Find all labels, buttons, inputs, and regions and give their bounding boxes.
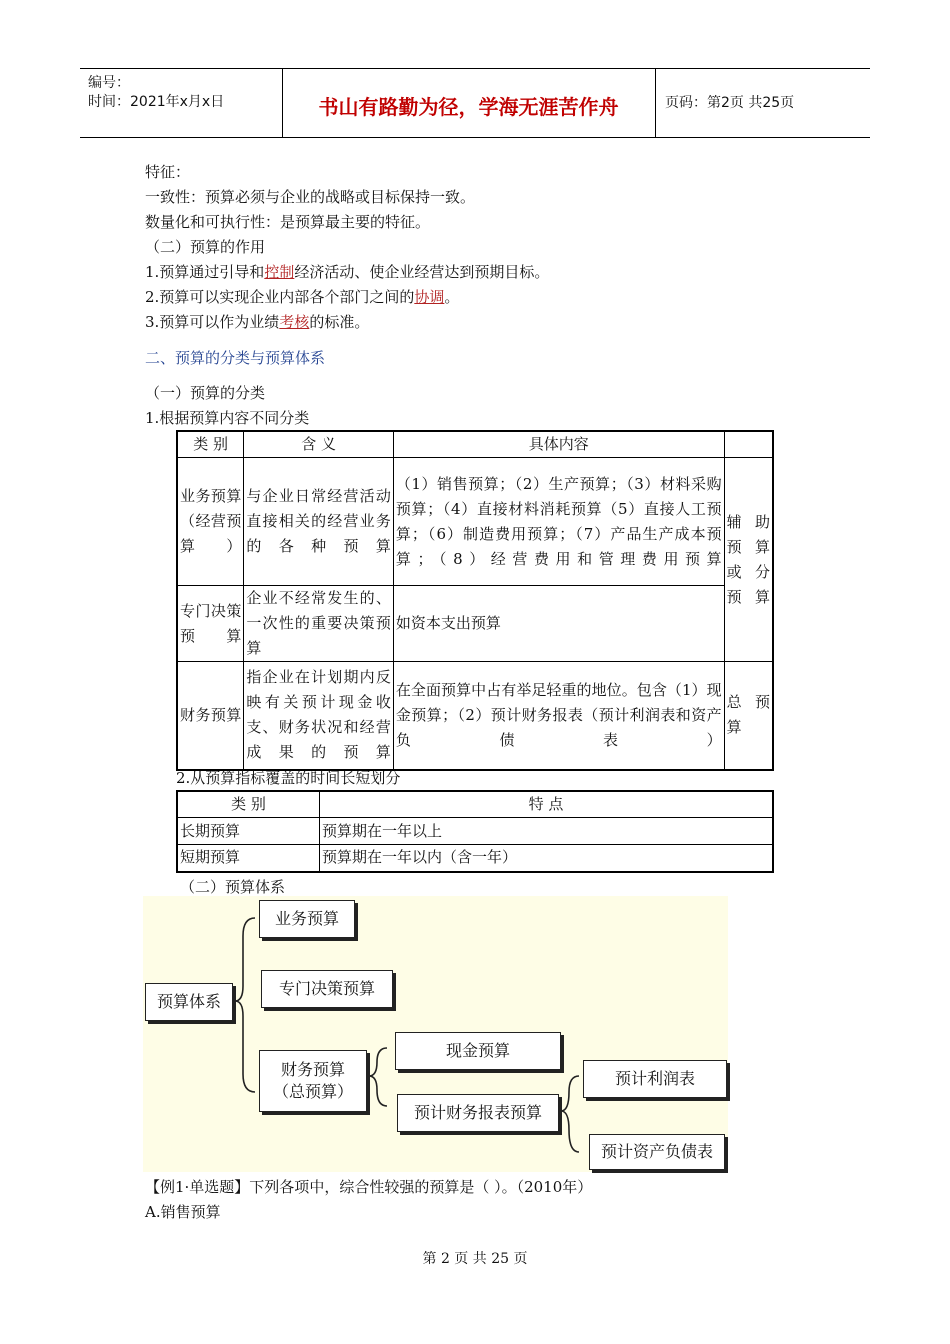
system-title: （二）预算体系 [180, 878, 286, 896]
node-statements-budget: 预计财务报表预算 [397, 1094, 559, 1132]
table-cell: 专门决策预算 [177, 586, 244, 662]
node-income-statement: 预计利润表 [583, 1060, 727, 1098]
role-item-2 [145, 287, 459, 307]
role-item-1-text: 经济活动、使企业经营达到预期目标。 [294, 263, 550, 281]
coordination-link[interactable]: 协调 [414, 288, 445, 306]
table-header: 类 别 [177, 431, 244, 458]
table-header: 含 义 [244, 431, 394, 458]
role-item-2-text: 。 [444, 288, 460, 306]
table-cell: （1）销售预算；（2）生产预算；（3）材料采购预算；（4）直接材料消耗预算（5）直接人工预算；（6）制造费用预算；（7）产品生产成本预算；（8）经营费用和管理费用预算 [393, 458, 724, 586]
table-cell: 总预算 [724, 662, 773, 770]
statements-brace [561, 1076, 579, 1152]
time-classification-table [176, 790, 774, 873]
node-business-budget: 业务预算 [259, 900, 355, 938]
page-footer: 第 2 页 共 25 页 [422, 1251, 528, 1267]
table-cell: 如资本支出预算 [393, 586, 724, 662]
table-header: 具体内容 [393, 431, 724, 458]
features-title: 特征： [145, 163, 191, 181]
table-cell: 企业不经常发生的、一次性的重要决策预算 [244, 586, 394, 662]
header-divider [655, 69, 656, 137]
header-motto: 书山有路勤为径，学海无涯苦作舟 [318, 95, 619, 119]
root-brace [235, 918, 255, 1092]
feature-consistency: 一致性：预算必须与企业的战略或目标保持一致。 [145, 188, 476, 206]
table-cell: 预算期在一年以上 [320, 818, 773, 845]
control-link[interactable]: 控制 [264, 263, 295, 281]
node-budget-system: 预算体系 [145, 983, 233, 1021]
table-cell: 长期预算 [177, 818, 320, 845]
classification-by-content: 1.根据预算内容不同分类 [145, 409, 310, 427]
section-heading: 二、预算的分类与预算体系 [145, 349, 326, 367]
table-cell: 财务预算 [177, 662, 244, 770]
classification-title: （一）预算的分类 [145, 384, 266, 402]
node-financial-budget-sub: （总预算） [272, 1082, 353, 1101]
role-item-3-text: 3.预算可以作为业绩 [145, 313, 280, 331]
classification-by-time: 2.从预算指标覆盖的时间长短划分 [176, 769, 401, 787]
node-balance-sheet: 预计资产负债表 [589, 1134, 725, 1170]
financial-brace [369, 1048, 387, 1106]
table-header: 特 点 [320, 791, 773, 818]
table-header [724, 431, 773, 458]
table-cell: 短期预算 [177, 845, 320, 872]
option-a: A.销售预算 [145, 1203, 221, 1221]
table-cell: 在全面预算中占有举足轻重的地位。包含（1）现金预算；（2）预计财务报表（预计利润表和资产负债表） [393, 662, 724, 770]
example-question: 【例1·单选题】下列各项中，综合性较强的预算是（ ）。（2010年） [145, 1178, 593, 1196]
header-page-label: 页码：第2页 共25页 [665, 95, 795, 111]
table-cell: 与企业日常经营活动直接相关的经营业务的各种预算 [244, 458, 394, 586]
node-cash-budget: 现金预算 [395, 1032, 561, 1070]
document-time-label: 时间：2021年x月x日 [88, 94, 225, 110]
role-item-3-text: 的标准。 [309, 313, 370, 331]
assessment-link[interactable]: 考核 [279, 313, 310, 331]
classification-table [176, 430, 774, 771]
role-item-1 [145, 262, 549, 282]
role-item-1-text: 1.预算通过引导和 [145, 263, 265, 281]
role-title: （二）预算的作用 [145, 238, 266, 256]
table-row [177, 845, 773, 872]
table-cell: 业务预算（经营预算） [177, 458, 244, 586]
table-header: 类 别 [177, 791, 320, 818]
budget-system-diagram [143, 896, 728, 1172]
node-financial-budget [259, 1050, 367, 1112]
table-cell: 指企业在计划期内反映有关预计现金收支、财务状况和经营成果的预算 [244, 662, 394, 770]
table-row [177, 818, 773, 845]
table-cell: 辅助预算或分预算 [724, 458, 773, 662]
role-item-3 [145, 312, 369, 332]
table-cell: 预算期在一年以内（含一年） [320, 845, 773, 872]
role-item-2-text: 2.预算可以实现企业内部各个部门之间的 [145, 288, 415, 306]
node-financial-budget-label: 财务预算 [280, 1060, 345, 1079]
feature-quantification: 数量化和可执行性：是预算最主要的特征。 [145, 213, 431, 231]
document-number-label: 编号： [88, 75, 130, 91]
page-header [80, 68, 870, 138]
node-special-decision-budget: 专门决策预算 [261, 970, 393, 1008]
